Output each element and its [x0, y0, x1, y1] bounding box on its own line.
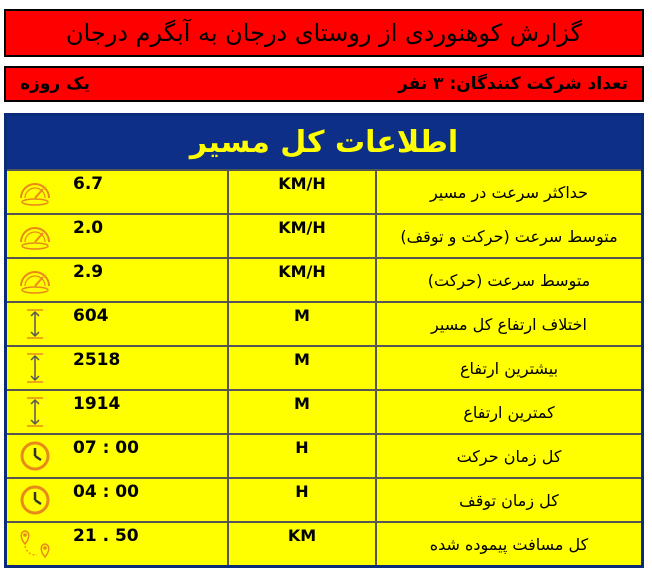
row-unit: H	[227, 479, 375, 521]
report-title-bar	[4, 9, 644, 57]
row-value-cell	[7, 215, 227, 257]
table-row	[7, 389, 641, 433]
row-label: کل زمان توقف	[375, 479, 641, 521]
row-label: متوسط سرعت (حرکت)	[375, 259, 641, 301]
table-row	[7, 257, 641, 301]
speedometer-icon	[17, 176, 53, 208]
row-unit: KM	[227, 523, 375, 565]
row-value: 6.7	[73, 174, 104, 194]
table-row	[7, 433, 641, 477]
row-value-cell	[7, 259, 227, 301]
route-info-panel	[4, 113, 644, 568]
row-unit: M	[227, 391, 375, 433]
panel-title: اطلاعات کل مسیر	[7, 116, 641, 169]
row-label: بیشترین ارتفاع	[375, 347, 641, 389]
table-row	[7, 477, 641, 521]
elevation-icon	[17, 352, 53, 384]
row-value-cell	[7, 435, 227, 477]
row-value: 2518	[73, 350, 121, 370]
row-value: 07 : 00	[73, 438, 139, 458]
row-value: 04 : 00	[73, 482, 139, 502]
row-label: متوسط سرعت (حرکت و توقف)	[375, 215, 641, 257]
row-value: 2.9	[73, 262, 104, 282]
table-row	[7, 301, 641, 345]
row-value: 1914	[73, 394, 121, 414]
table-row	[7, 345, 641, 389]
map-route-icon	[17, 528, 53, 560]
elevation-icon	[17, 308, 53, 340]
table-row	[7, 521, 641, 565]
row-value-cell	[7, 347, 227, 389]
row-unit: KM/H	[227, 259, 375, 301]
row-value: 604	[73, 306, 109, 326]
participants-count: تعداد شرکت کنندگان: ۳ نفر	[398, 74, 628, 94]
row-label: حداکثر سرعت در مسیر	[375, 171, 641, 213]
row-label: اختلاف ارتفاع کل مسیر	[375, 303, 641, 345]
row-label: کمترین ارتفاع	[375, 391, 641, 433]
report-info-bar	[4, 66, 644, 102]
row-value-cell	[7, 171, 227, 213]
clock-icon	[17, 440, 53, 472]
row-unit: M	[227, 303, 375, 345]
report-title: گزارش کوهنوردی از روستای درجان به آبگرم درجان	[65, 19, 583, 47]
row-value-cell	[7, 303, 227, 345]
speedometer-icon	[17, 220, 53, 252]
table-row	[7, 169, 641, 213]
row-unit: KM/H	[227, 171, 375, 213]
row-value: 2.0	[73, 218, 104, 238]
row-label: کل مسافت پیموده شده	[375, 523, 641, 565]
speedometer-icon	[17, 264, 53, 296]
elevation-icon	[17, 396, 53, 428]
row-label: کل زمان حرکت	[375, 435, 641, 477]
clock-icon	[17, 484, 53, 516]
row-unit: KM/H	[227, 215, 375, 257]
row-value: 21 . 50	[73, 526, 139, 546]
row-value-cell	[7, 391, 227, 433]
trip-duration: یک روزه	[20, 74, 90, 94]
row-value-cell	[7, 523, 227, 565]
table-row	[7, 213, 641, 257]
row-unit: H	[227, 435, 375, 477]
row-unit: M	[227, 347, 375, 389]
row-value-cell	[7, 479, 227, 521]
